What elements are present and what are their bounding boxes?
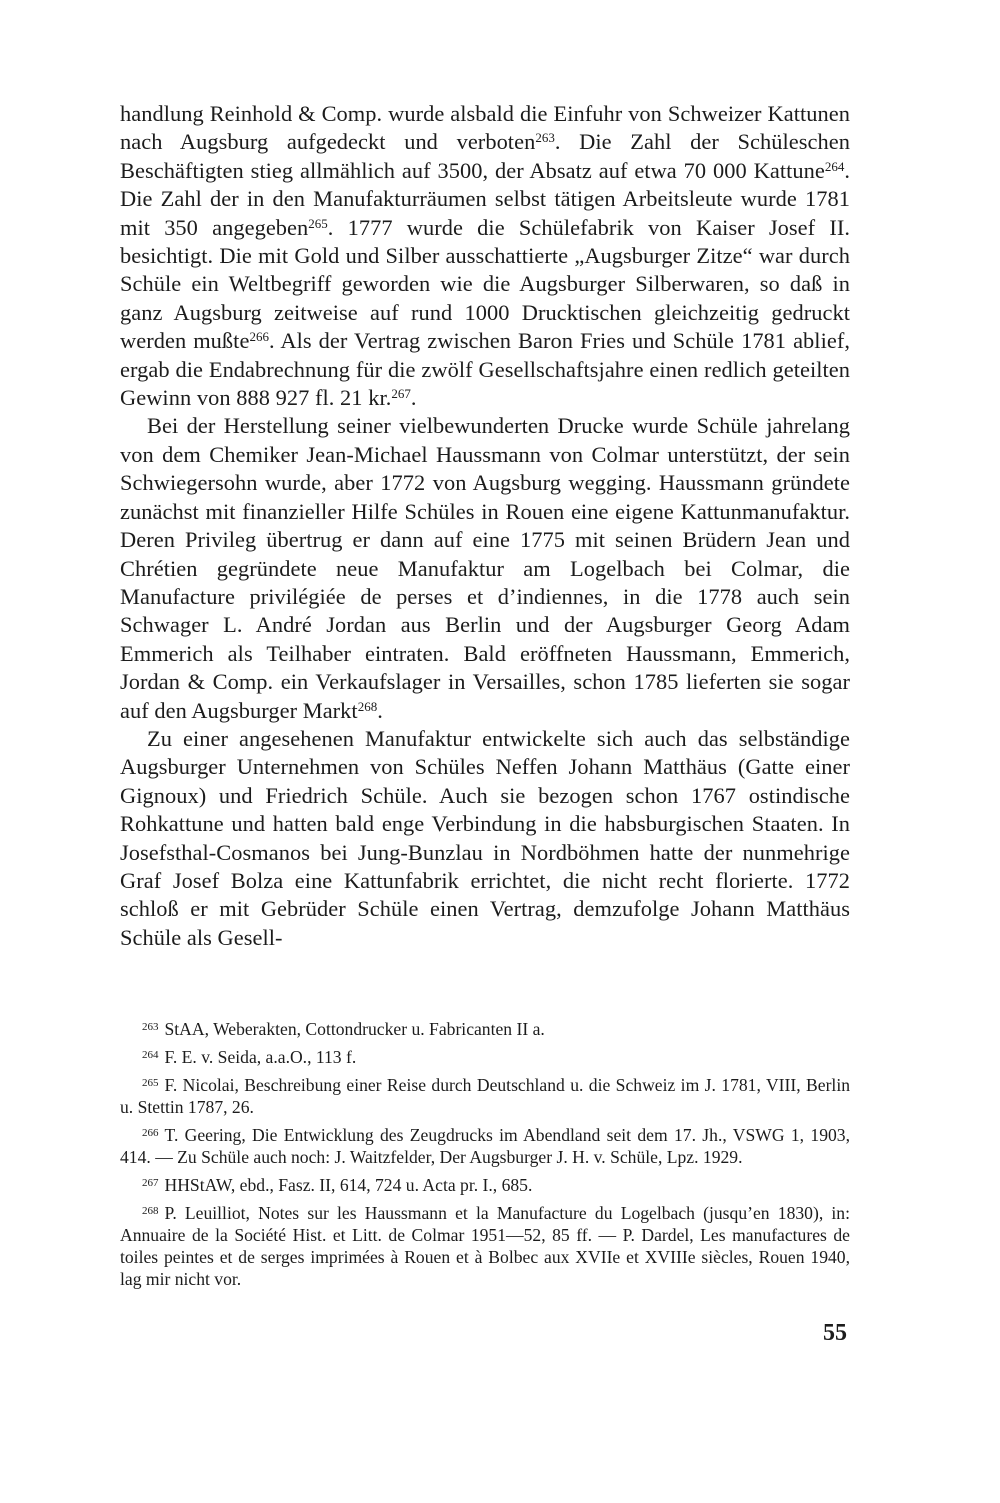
paragraph-text: handlung Reinhold & Comp. wurde alsbald die Einfuhr von Schweizer Kattunen nach Augsburg aufgedeckt und verboten	[120, 101, 850, 155]
footnote	[120, 1046, 850, 1068]
paragraph-text: .	[377, 697, 383, 723]
paragraph-text: . Die Zahl der Schüleschen Beschäftigten stieg allmählich auf 3500, der Absatz auf etwa 70 000 Kattune	[120, 129, 850, 183]
paragraph-text: . Die Zahl der in den Manufakturräumen selbst tätigen Arbeitsleute wurde 1781 mit 350 angegeben	[120, 157, 850, 240]
footnote-text: StAA, Weberakten, Cottondrucker u. Fabricanten II a.	[164, 1019, 545, 1039]
paragraph-text: . Als der Vertrag zwischen Baron Fries und Schüle 1781 ablief, ergab die Endabrechnung für die zwölf Gesellschaftsjahre einen redlich geteilten Gewinn von 888 927 fl. 21 kr.	[120, 328, 850, 411]
paragraph-text: .	[410, 385, 417, 411]
paragraph-3	[120, 725, 850, 952]
footnote	[120, 1202, 850, 1290]
footnote-text: HHStAW, ebd., Fasz. II, 614, 724 u. Acta pr. I., 685.	[164, 1175, 533, 1195]
footnote-number: 268	[142, 1205, 159, 1217]
footnote-reference: 264	[824, 158, 845, 174]
footnote	[120, 1018, 850, 1040]
paragraph-text: . 1777 wurde die Schülefabrik von Kaiser Josef II. besichtigt. Die mit Gold und Silber ausschattierte „Augsburger Zitze“ war durch Schüle ein Weltbegriff geworden wie die Augsburger Silberwaren, so daß in ganz Augsburg zeitweise auf rund 1000 Drucktischen gleichzeitig gedruckt werden mußte	[120, 214, 851, 354]
footnote-reference: 265	[308, 215, 328, 231]
footnote-number: 265	[142, 1077, 159, 1089]
footnote-reference: 267	[391, 386, 411, 402]
footnote-reference: 266	[249, 329, 269, 345]
footnotes	[120, 1018, 850, 1296]
footnote	[120, 1174, 850, 1196]
footnote-text: P. Leuilliot, Notes sur les Haussmann et la Manufacture du Logelbach (jusqu’en 1830), in: Annuaire de la Société Hist. et Litt. de Colmar 1951—52, 85 ff. — P. Dardel, Les manufactures de toiles peintes et de serges imprimées à Rouen et à Bolbec aux XVIIe et XVIIIe siècles, Rouen 1940, lag mir nicht vor.	[120, 1203, 850, 1289]
footnote-number: 266	[142, 1127, 159, 1139]
paragraph-1	[120, 100, 850, 412]
page-content	[120, 100, 850, 952]
footnote	[120, 1074, 850, 1118]
footnote-number: 267	[142, 1177, 159, 1189]
footnote-text: F. E. v. Seida, a.a.O., 113 f.	[164, 1047, 357, 1067]
footnote-number: 264	[142, 1049, 159, 1061]
paragraph-text: Zu einer angesehenen Manufaktur entwickelte sich auch das selbständige Augsburger Unternehmen von Schüles Neffen Johann Matthäus (Gatte einer Gignoux) und Friedrich Schüle. Auch sie bezogen schon 1767 ostindische Rohkattune und hatten bald enge Verbindung in die habsburgischen Staaten. In Josefsthal-Cosmanos bei Jung-Bunzlau in Nordböhmen hatte der nunmehrige Graf Josef Bolza eine Kattunfabrik errichtet, die nicht recht florierte. 1772 schloß er mit Gebrüder Schüle einen Vertrag, demzufolge Johann Matthäus Schüle als Gesell-	[120, 725, 850, 950]
page-number: 55	[823, 1320, 847, 1346]
footnote-text: F. Nicolai, Beschreibung einer Reise durch Deutschland u. die Schweiz im J. 1781, VIII, Berlin u. Stettin 1787, 26.	[120, 1075, 850, 1117]
body-text	[120, 100, 850, 952]
footnote-reference: 263	[535, 130, 555, 146]
paragraph-2	[120, 412, 850, 724]
footnote	[120, 1124, 850, 1168]
footnote-text: T. Geering, Die Entwicklung des Zeugdrucks im Abendland seit dem 17. Jh., VSWG 1, 1903, 414. — Zu Schüle auch noch: J. Waitzfelder, Der Augsburger J. H. v. Schüle, Lpz. 1929.	[120, 1125, 850, 1167]
paragraph-text: Bei der Herstellung seiner vielbewunderten Drucke wurde Schüle jahrelang von dem Chemiker Jean-Michael Haussmann von Colmar unterstützt, der sein Schwiegersohn wurde, aber 1772 von Augsburg wegging. Haussmann gründete zunächst mit finanzieller Hilfe Schüles in Rouen eine eigene Kattunmanufaktur. Deren Privileg übertrug er dann auf eine 1775 mit seinen Brüdern Jean und Chrétien gegründete neue Manufaktur am Logelbach bei Colmar, die Manufacture privilégiée de perses et d’indiennes, in die 1778 auch sein Schwager L. André Jordan aus Berlin und der Augsburger Georg Adam Emmerich als Teilhaber eintraten. Bald eröffneten Haussmann, Emmerich, Jordan & Comp. ein Verkaufslager in Versailles, schon 1785 lieferten sie sogar auf den Augsburger Markt	[120, 413, 850, 723]
footnote-number: 263	[142, 1021, 159, 1033]
footnote-reference: 268	[357, 698, 378, 714]
